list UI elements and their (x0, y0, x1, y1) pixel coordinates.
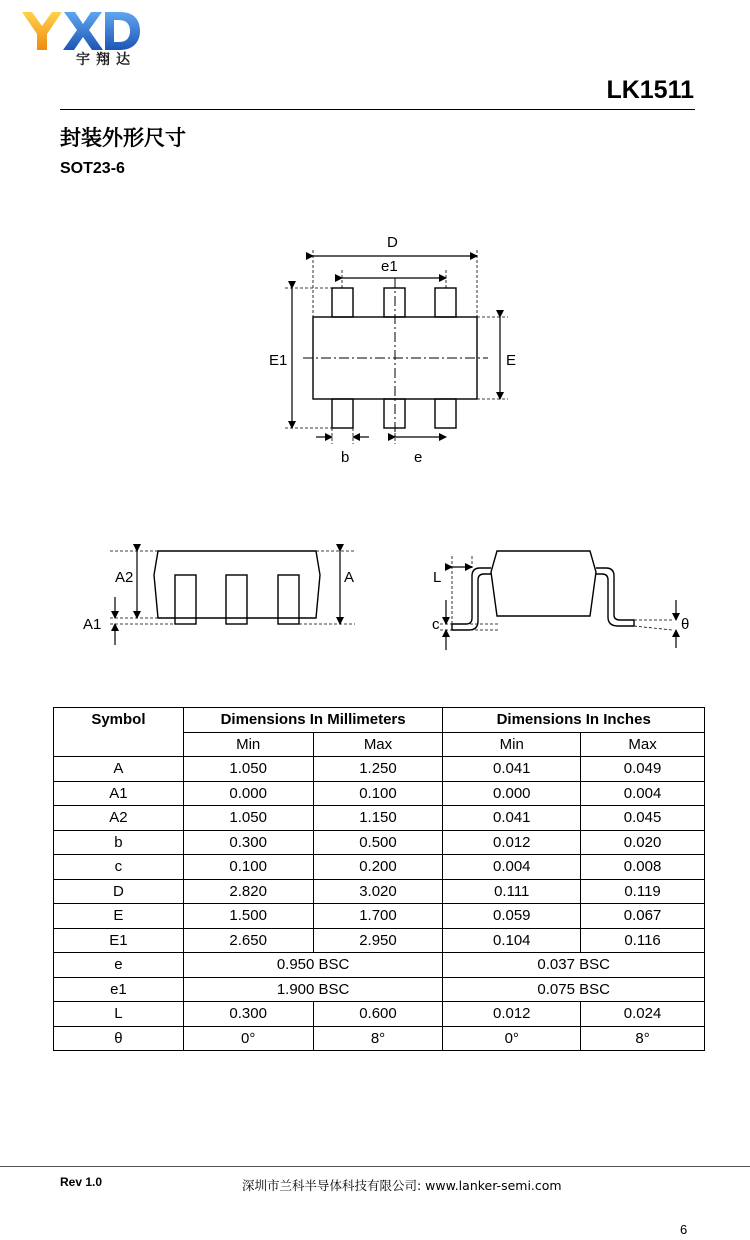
subheader-mm-min: Min (183, 732, 313, 757)
cell-symbol: c (54, 855, 184, 880)
table-row (54, 1026, 705, 1051)
header-mm: Dimensions In Millimeters (183, 708, 443, 733)
footer-divider (0, 1166, 750, 1167)
cell-symbol: E (54, 904, 184, 929)
section-title: 封装外形尺寸 (60, 126, 186, 150)
lead-bottom-1 (332, 399, 353, 428)
cell-mm-max: 1.150 (313, 806, 443, 831)
cell-in-max: 0.116 (581, 928, 705, 953)
cell-in-max: 0.008 (581, 855, 705, 880)
cell-symbol: e (54, 953, 184, 978)
lead-top-3 (435, 288, 456, 317)
front-lead-1 (175, 575, 196, 624)
revision-label: Rev 1.0 (60, 1175, 103, 1189)
cell-mm-max: 1.250 (313, 757, 443, 782)
cell-mm-min: 0.300 (183, 830, 313, 855)
cell-mm-max: 1.700 (313, 904, 443, 929)
cell-mm-max: 0.100 (313, 781, 443, 806)
logo-subtitle: 宇翔达 (76, 52, 136, 68)
cell-mm-min: 0.300 (183, 1002, 313, 1027)
cell-in-min: 0.041 (443, 757, 581, 782)
cell-symbol: A2 (54, 806, 184, 831)
lead-bottom-3 (435, 399, 456, 428)
table-row (54, 830, 705, 855)
cell-mm-max: 0.500 (313, 830, 443, 855)
cell-symbol: D (54, 879, 184, 904)
table-row (54, 904, 705, 929)
label-E: E (506, 352, 517, 369)
cell-mm-max: 8° (313, 1026, 443, 1051)
cell-in-min: 0.004 (443, 855, 581, 880)
cell-mm-min: 0.000 (183, 781, 313, 806)
label-A1: A1 (83, 616, 102, 633)
cell-symbol: A1 (54, 781, 184, 806)
header-symbol: Symbol (54, 708, 184, 757)
cell-mm-max: 0.200 (313, 855, 443, 880)
table-row (54, 806, 705, 831)
cell-in-max: 0.004 (581, 781, 705, 806)
cell-mm-min: 0.100 (183, 855, 313, 880)
side-body (491, 551, 596, 616)
subheader-in-min: Min (443, 732, 581, 757)
label-e1: e1 (381, 258, 398, 275)
front-view (110, 551, 355, 645)
cell-symbol: A (54, 757, 184, 782)
side-lead-left (452, 568, 491, 630)
table-row (54, 928, 705, 953)
header-inch: Dimensions In Inches (443, 708, 705, 733)
label-E1: E1 (269, 352, 288, 369)
label-c: c (432, 616, 440, 633)
cell-in-max: 0.024 (581, 1002, 705, 1027)
top-view (285, 250, 508, 444)
subheader-in-max: Max (581, 732, 705, 757)
part-number: LK1511 (606, 76, 694, 104)
front-lead-3 (278, 575, 299, 624)
cell-symbol: E1 (54, 928, 184, 953)
cell-mm-min: 1.050 (183, 757, 313, 782)
cell-mm-min: 1.500 (183, 904, 313, 929)
label-A: A (344, 569, 355, 586)
cell-symbol: θ (54, 1026, 184, 1051)
cell-in-min: 0.012 (443, 830, 581, 855)
table-row (54, 855, 705, 880)
cell-in-max: 0.049 (581, 757, 705, 782)
cell-in-bsc: 0.037 BSC (443, 953, 705, 978)
label-theta: θ (681, 616, 690, 633)
table-row (54, 781, 705, 806)
front-body (154, 551, 320, 618)
dimension-table (53, 707, 705, 1051)
cell-in-min: 0° (443, 1026, 581, 1051)
cell-in-min: 0.000 (443, 781, 581, 806)
cell-mm-max: 3.020 (313, 879, 443, 904)
cell-symbol: L (54, 1002, 184, 1027)
table-row (54, 1002, 705, 1027)
page-number: 6 (680, 1222, 688, 1237)
cell-in-max: 0.020 (581, 830, 705, 855)
cell-mm-bsc: 0.950 BSC (183, 953, 443, 978)
company-info: 深圳市兰科半导体科技有限公司: www.lanker-semi.com (242, 1178, 562, 1193)
cell-mm-min: 2.650 (183, 928, 313, 953)
cell-in-max: 0.067 (581, 904, 705, 929)
cell-in-min: 0.104 (443, 928, 581, 953)
label-D: D (387, 234, 398, 251)
cell-in-min: 0.059 (443, 904, 581, 929)
cell-in-min: 0.041 (443, 806, 581, 831)
label-L: L (433, 569, 442, 586)
cell-mm-max: 0.600 (313, 1002, 443, 1027)
cell-symbol: b (54, 830, 184, 855)
cell-mm-min: 2.820 (183, 879, 313, 904)
cell-in-min: 0.012 (443, 1002, 581, 1027)
package-name: SOT23-6 (60, 160, 125, 177)
label-A2: A2 (115, 569, 134, 586)
table-row (54, 953, 705, 978)
table-row (54, 879, 705, 904)
side-view (440, 551, 676, 650)
table-row (54, 977, 705, 1002)
table-header-row (54, 708, 705, 733)
cell-mm-max: 2.950 (313, 928, 443, 953)
table-row (54, 757, 705, 782)
label-e: e (414, 449, 423, 466)
cell-in-max: 0.119 (581, 879, 705, 904)
cell-in-min: 0.111 (443, 879, 581, 904)
cell-symbol: e1 (54, 977, 184, 1002)
cell-mm-bsc: 1.900 BSC (183, 977, 443, 1002)
cell-in-max: 0.045 (581, 806, 705, 831)
cell-in-max: 8° (581, 1026, 705, 1051)
label-b: b (341, 449, 350, 466)
subheader-mm-max: Max (313, 732, 443, 757)
cell-in-bsc: 0.075 BSC (443, 977, 705, 1002)
cell-mm-min: 1.050 (183, 806, 313, 831)
side-lead-right (596, 568, 634, 626)
front-lead-2 (226, 575, 247, 624)
cell-mm-min: 0° (183, 1026, 313, 1051)
lead-top-1 (332, 288, 353, 317)
